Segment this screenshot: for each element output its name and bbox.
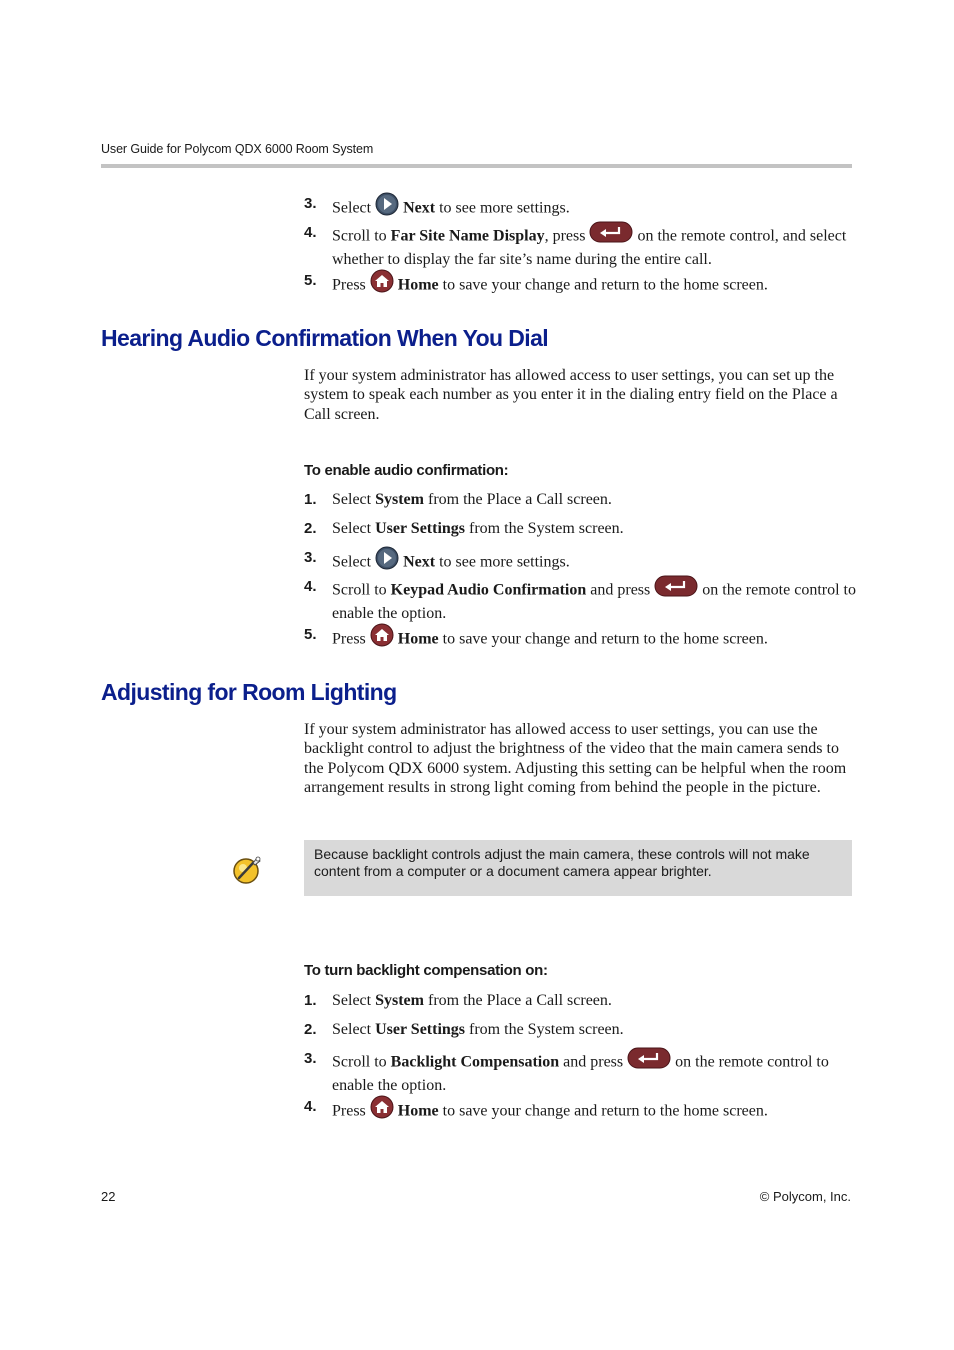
- home-icon: [370, 623, 394, 652]
- step-bold: Backlight Compensation: [390, 1053, 560, 1071]
- home-icon: [370, 1095, 394, 1124]
- step-number: 4.: [304, 224, 317, 241]
- enter-button-icon: [627, 1047, 671, 1074]
- note-text: Because backlight controls adjust the main camera, these controls will not make content from a computer or a document camera appear brighter.: [314, 846, 810, 879]
- step-text: Select: [332, 992, 372, 1009]
- step-text: from the Place a Call screen.: [427, 491, 612, 508]
- step-text: on the remote control, and select whether to display the far site’s name during the entire call.: [332, 227, 847, 269]
- step-bold: Home: [397, 1102, 439, 1120]
- step-text: Select: [332, 520, 372, 537]
- step-text: to save your change and return to the home screen.: [442, 276, 768, 294]
- procedure-heading: To enable audio confirmation:: [304, 462, 509, 479]
- step-text: Press: [332, 630, 366, 648]
- step-text: from the Place a Call screen.: [427, 992, 612, 1009]
- step-bold: Next: [403, 199, 436, 217]
- step-text: and press: [563, 1053, 624, 1071]
- enter-button-icon: [654, 575, 698, 602]
- step-bold: User Settings: [375, 1021, 466, 1038]
- section-intro: If your system administrator has allowed access to user settings, you can set up the system to speak each number as you enter it in the dialing entry field on the Place a Call screen.: [304, 367, 838, 423]
- step-number: 3.: [304, 1050, 317, 1067]
- step-number: 2.: [304, 1021, 317, 1038]
- step-text: Press: [332, 276, 366, 294]
- step-bold: Home: [397, 630, 439, 648]
- step-text: from the System screen.: [469, 1021, 624, 1038]
- step-text: on the remote control to enable the option.: [332, 1053, 829, 1095]
- step-text: , press: [544, 227, 586, 245]
- step-text: Select: [332, 553, 372, 571]
- step-text: on the remote control to enable the option.: [332, 581, 856, 623]
- next-arrow-icon: [375, 192, 399, 221]
- step-text: to see more settings.: [439, 199, 570, 217]
- step-bold: Far Site Name Display: [390, 227, 545, 245]
- note-icon: [232, 854, 264, 891]
- step-number: 2.: [304, 520, 317, 537]
- note-box: [304, 840, 852, 896]
- step-text: from the System screen.: [469, 520, 624, 537]
- step-bold: Keypad Audio Confirmation: [390, 581, 587, 599]
- step-number: 4.: [304, 1098, 317, 1115]
- running-header: User Guide for Polycom QDX 6000 Room System: [101, 142, 374, 156]
- next-arrow-icon: [375, 546, 399, 575]
- step-number: 4.: [304, 578, 317, 595]
- step-number: 1.: [304, 992, 317, 1009]
- step-text: to see more settings.: [439, 553, 570, 571]
- step-text: Select: [332, 491, 372, 508]
- step-bold: Next: [403, 553, 436, 571]
- step-text: to save your change and return to the home screen.: [442, 1102, 768, 1120]
- step-number: 5.: [304, 272, 317, 289]
- step-bold: Home: [397, 276, 439, 294]
- section-intro: If your system administrator has allowed access to user settings, you can use the backlight control to adjust the brightness of the video that the main camera sends to the Polycom QDX 6000 system. Adjusting this setting can be helpful when the room arrangement results in strong light coming from behind the people in the picture.: [304, 721, 847, 796]
- page-number: 22: [101, 1189, 116, 1204]
- section-heading: Adjusting for Room Lighting: [101, 679, 397, 705]
- step-text: and press: [590, 581, 651, 599]
- step-text: to save your change and return to the home screen.: [442, 630, 768, 648]
- step-text: Scroll to: [332, 227, 387, 245]
- step-bold: System: [375, 491, 424, 508]
- step-number: 5.: [304, 626, 317, 643]
- copyright: © Polycom, Inc.: [759, 1189, 851, 1204]
- step-number: 1.: [304, 491, 317, 508]
- home-icon: [370, 269, 394, 298]
- step-text: Scroll to: [332, 581, 387, 599]
- step-text: Select: [332, 199, 372, 217]
- section-heading: Hearing Audio Confirmation When You Dial: [101, 325, 549, 351]
- step-text: Press: [332, 1102, 366, 1120]
- enter-button-icon: [589, 221, 633, 248]
- step-text: Select: [332, 1021, 372, 1038]
- step-bold: User Settings: [375, 520, 466, 537]
- step-bold: System: [375, 992, 424, 1009]
- step-text: Scroll to: [332, 1053, 387, 1071]
- step-number: 3.: [304, 549, 317, 566]
- header-rule: [101, 164, 852, 168]
- procedure-heading: To turn backlight compensation on:: [304, 962, 548, 979]
- step-number: 3.: [304, 195, 317, 212]
